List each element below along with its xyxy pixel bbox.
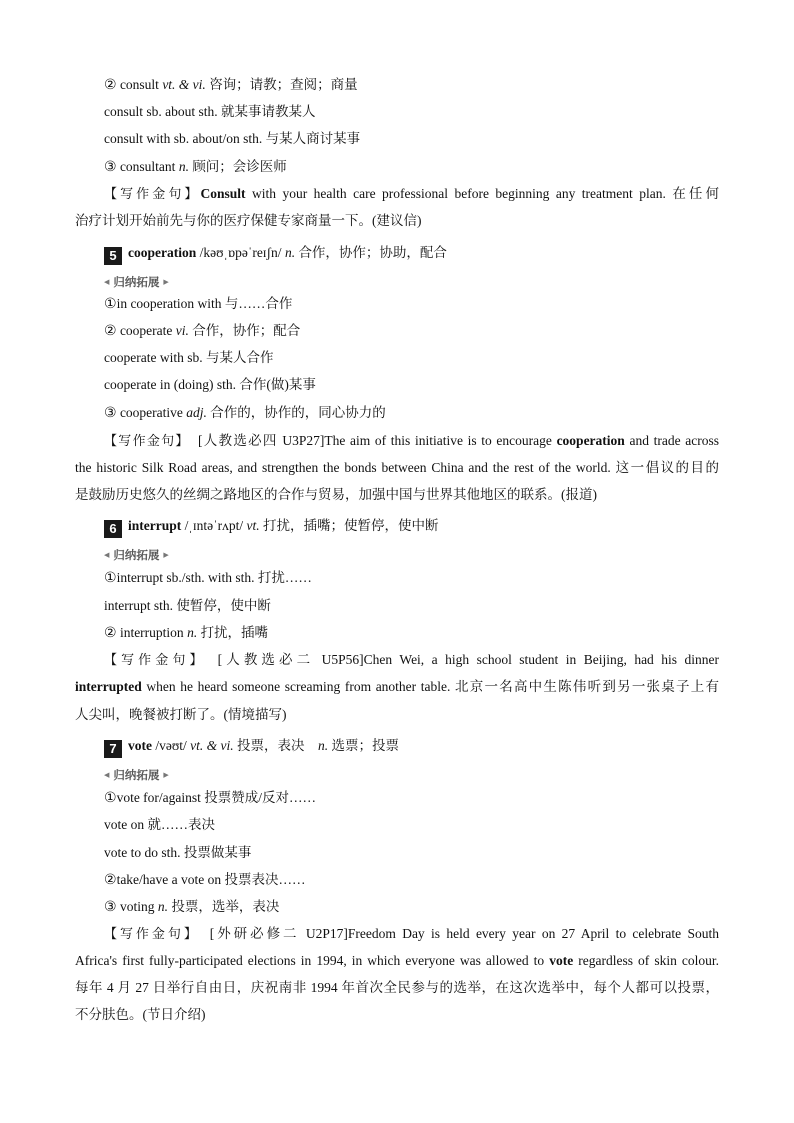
meaning: 咨询；请教；查阅；商量 xyxy=(209,77,358,92)
ext-item xyxy=(104,897,279,917)
meaning: 选票；投票 xyxy=(328,738,400,753)
example-sentence xyxy=(104,184,719,205)
item-text: take/have a vote on 投票表决…… xyxy=(116,872,306,887)
example-translation: 是鼓励历史悠久的丝绸之路地区的合作与贸易，加强中国与世界其他地区的联系。(报道) xyxy=(75,487,597,502)
bold-keyword: interrupted xyxy=(75,679,142,694)
example-text: when he heard someone screaming from another table. 北京一名高中生陈伟听到另一张桌子上有 xyxy=(141,679,719,694)
word: interruption xyxy=(119,625,184,640)
example-text-line xyxy=(75,951,719,971)
bold-keyword: vote xyxy=(549,953,574,968)
triangle-right-icon: ▶ xyxy=(163,551,169,559)
example-text: [人教选必二 U5P56]Chen Wei, a high school student in Beijing, had his dinner xyxy=(217,652,719,667)
example-text: regardless of skin colour. xyxy=(573,953,720,968)
phrase-line: vote to do sth. 投票做某事 xyxy=(104,845,252,860)
item-number: ② xyxy=(104,77,117,93)
example-text: [人教选必四 U3P27]The aim of this initiative is to encourage xyxy=(198,433,557,448)
meaning: 打扰，插嘴 xyxy=(200,625,269,640)
ext-item xyxy=(104,568,312,588)
example-sentence xyxy=(104,924,719,945)
headword-vote xyxy=(104,736,399,758)
meaning: 打扰，插嘴；使暂停，使中断 xyxy=(259,518,439,533)
meaning: 合作的，协作的，同心协力的 xyxy=(210,405,386,420)
phrase-line: vote on 就……表决 xyxy=(104,817,215,832)
part-of-speech: adj. xyxy=(186,405,207,420)
extension-label xyxy=(104,274,169,290)
extension-label xyxy=(104,767,169,783)
word: cooperate xyxy=(119,323,173,338)
word: voting xyxy=(119,899,155,914)
ext-item xyxy=(104,321,300,341)
meaning: 顾问；会诊医师 xyxy=(192,159,287,174)
example-translation: 不分肤色。(节日介绍) xyxy=(75,1007,206,1022)
part-of-speech: n. xyxy=(157,899,168,914)
consultant-line xyxy=(104,157,287,177)
phrase-line: cooperate with sb. 与某人合作 xyxy=(104,350,274,365)
example-sentence xyxy=(104,431,719,452)
item-number: ③ xyxy=(104,405,117,421)
example-translation: 人尖叫，晚餐被打断了。(情境描写) xyxy=(75,707,287,722)
label-text: 归纳拓展 xyxy=(113,275,160,289)
item-number: ① xyxy=(104,790,117,806)
bold-keyword: Consult xyxy=(200,186,246,201)
triangle-left-icon: ◀ xyxy=(104,551,110,559)
item-number: ② xyxy=(104,872,117,888)
ext-item xyxy=(104,788,316,808)
phrase-line: interrupt sth. 使暂停，使中断 xyxy=(104,598,271,613)
item-text: in cooperation with 与……合作 xyxy=(116,296,293,311)
writing-tag: 【写作金句】 xyxy=(104,653,201,668)
headword: cooperation xyxy=(128,245,197,260)
item-text: vote for/against 投票赞成/反对…… xyxy=(116,790,317,805)
meaning: 投票，选举，表决 xyxy=(171,899,280,914)
triangle-left-icon: ◀ xyxy=(104,278,110,286)
word: consultant xyxy=(119,159,176,174)
label-text: 归纳拓展 xyxy=(113,768,160,782)
example-text: and trade across xyxy=(624,433,719,448)
example-text: with your health care professional before beginning any treatment plan. 在任何 xyxy=(245,186,719,201)
ext-item xyxy=(104,623,268,643)
meaning: 合作，协作；协助，配合 xyxy=(295,245,447,260)
part-of-speech: n. xyxy=(318,738,329,753)
ext-item xyxy=(104,294,292,314)
ext-item xyxy=(104,403,386,423)
triangle-left-icon: ◀ xyxy=(104,771,110,779)
phrase-line: cooperate in (doing) sth. 合作(做)某事 xyxy=(104,377,316,392)
part-of-speech: n. xyxy=(187,625,198,640)
phonetic: /vəʊt/ xyxy=(152,738,191,753)
writing-tag: 【写作金句】 xyxy=(104,434,184,449)
example-text-line: the historic Silk Road areas, and strengthen the bonds between China and the rest of the world. 这一倡议的目的 xyxy=(75,460,719,475)
item-number: ② xyxy=(104,323,117,339)
part-of-speech: vi. xyxy=(175,323,189,338)
example-sentence xyxy=(104,650,719,671)
headword-interrupt xyxy=(104,516,438,538)
bold-keyword: cooperation xyxy=(556,433,625,448)
item-number: ③ xyxy=(104,899,117,915)
consult-verb-line xyxy=(104,75,358,95)
example-translation: 治疗计划开始前先与你的医疗保健专家商量一下。(建议信) xyxy=(75,213,422,228)
entry-number-badge: 7 xyxy=(104,740,122,758)
entry-number-badge: 6 xyxy=(104,520,122,538)
part-of-speech: n. xyxy=(284,245,296,260)
phonetic: /kəʊˌɒpəˈreɪʃn/ xyxy=(196,245,285,260)
word: consult xyxy=(119,77,159,92)
meaning: 投票，表决 xyxy=(233,738,319,753)
word: cooperative xyxy=(119,405,183,420)
phonetic: /ˌɪntəˈrʌpt/ xyxy=(181,518,247,533)
meaning: 合作，协作；配合 xyxy=(192,323,301,338)
phrase-line: consult sb. about sth. 就某事请教某人 xyxy=(104,104,316,119)
item-number: ① xyxy=(104,296,117,312)
writing-tag: 【写作金句】 xyxy=(104,187,201,202)
triangle-right-icon: ▶ xyxy=(163,771,169,779)
example-translation: 每年 4 月 27 日举行自由日，庆祝南非 1994 年首次全民参与的选举，在这次选举中，每个人都可以投票， xyxy=(75,980,719,995)
item-text: interrupt sb./sth. with sth. 打扰…… xyxy=(116,570,312,585)
writing-tag: 【写作金句】 xyxy=(104,927,194,942)
example-text: Africa's first fully-participated elections in 1994, in which everyone was allowed to xyxy=(75,953,550,968)
ext-item xyxy=(104,870,306,890)
item-number: ① xyxy=(104,570,117,586)
headword: vote xyxy=(128,738,152,753)
extension-label xyxy=(104,547,169,563)
part-of-speech: vt. xyxy=(246,518,260,533)
label-text: 归纳拓展 xyxy=(113,548,160,562)
headword-cooperation xyxy=(104,243,447,265)
example-text: [外研必修二 U2P17]Freedom Day is held every year on 27 April to celebrate South xyxy=(209,926,719,941)
part-of-speech: n. xyxy=(178,159,189,174)
triangle-right-icon: ▶ xyxy=(163,278,169,286)
part-of-speech: vt. & vi. xyxy=(190,738,234,753)
item-number: ③ xyxy=(104,159,117,175)
item-number: ② xyxy=(104,625,117,641)
entry-number-badge: 5 xyxy=(104,247,122,265)
part-of-speech: vt. & vi. xyxy=(162,77,206,92)
example-text-line xyxy=(75,677,719,697)
headword: interrupt xyxy=(128,518,182,533)
phrase-line: consult with sb. about/on sth. 与某人商讨某事 xyxy=(104,131,361,146)
